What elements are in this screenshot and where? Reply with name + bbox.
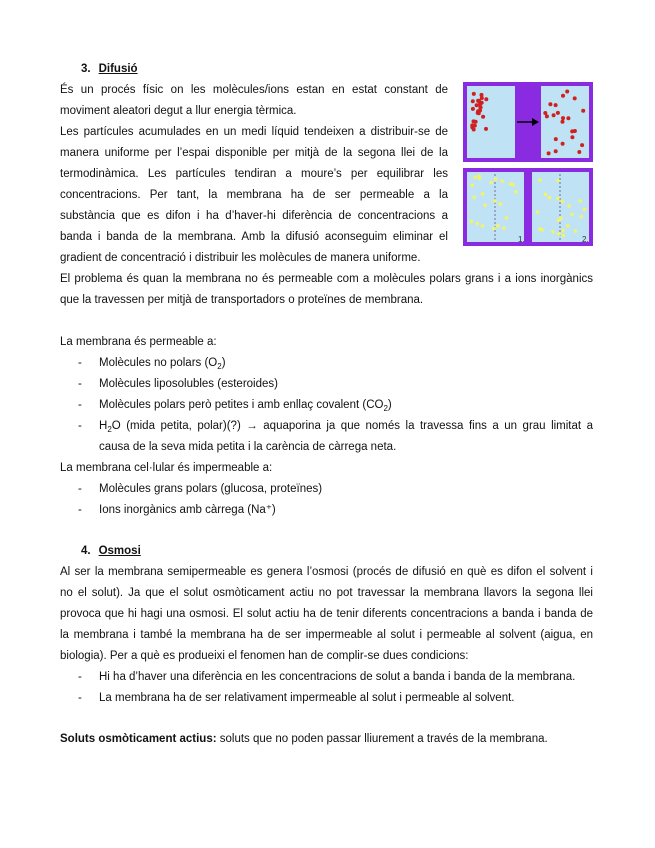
particle [570,135,574,139]
solute-particle [481,192,485,196]
particle [565,90,569,94]
particle [472,119,476,123]
section-3-number: 3. [81,63,91,75]
solute-particle [489,181,493,185]
diffusion-text-line: moviment aleatori degut a llur energia tèrmica. [60,105,297,117]
permeable-heading: La membrana és permeable a: [60,336,217,348]
bullet-dash: - [78,357,82,369]
particle [552,113,556,117]
diffusion-text-line: banda i banda de la membrana. Amb la difusió aconseguim eliminar el [60,231,448,243]
particle [561,116,565,120]
permeable-item: Molècules polars però petites i amb enllaç covalent $(CO_2)$ [99,399,392,413]
bullet-dash: - [78,399,82,411]
permeable-item-continued: causa de la seva mida petita i la carència de càrrega neta. [99,441,397,453]
particle [548,102,552,106]
beaker-after [541,86,589,158]
particle [566,116,570,120]
solute-particle [472,196,476,200]
osmosis-condition: La membrana ha de ser relativament impermeable al solut i permeable al solvent. [99,692,515,704]
solute-particle [583,208,587,212]
particle [481,115,485,119]
particle [554,149,558,153]
bullet-dash: - [78,671,82,683]
solute-particle [548,196,552,200]
problem-text-line: El problema és quan la membrana no és permeable com a molècules polars grans i a ions inorgànics [60,273,593,285]
solute-particle [492,227,496,231]
impermeable-heading: La membrana cel·lular és impermeable a: [60,462,273,474]
particle [484,127,488,131]
particle [471,107,475,111]
solute-particle [566,224,570,228]
bullet-dash: - [78,378,82,390]
particle [573,96,577,100]
solute-particle [579,199,583,203]
particle [573,129,577,133]
section-3-heading [81,62,138,76]
particle [477,99,481,103]
particle [577,150,581,154]
particle [471,99,475,103]
osmosis-text-line: provoca que hi hagi una osmosi. El solut actiu ha de tenir diferents concentracions a banda i banda de [60,608,593,620]
particle [547,151,551,155]
osmosis-condition: Hi ha d’haver una diferència en les concentracions de solut a banda i banda de la membrana. [99,671,576,683]
section-4-title: Osmosi [98,545,141,557]
solute-particle [544,192,548,196]
diffusion-text-line: termodinàmica. Les partícules tendiran a moure’s per equilibrar les [60,168,448,180]
particle [545,114,549,118]
bullet-dash: - [78,692,82,704]
solute-particle [483,204,487,208]
bullet-dash: - [78,483,82,495]
solute-particle [505,216,509,220]
bullet-dash: - [78,420,82,432]
osmosis-text-line: la membrana i també la membrana ha de ser impermeable al solut i permeable al solvent (aigua, en [60,629,593,641]
particle [472,92,476,96]
impermeable-item: Ions inorgànics amb càrrega (Na⁺) [99,504,276,516]
solute-particle [540,228,544,232]
solute-particle [502,226,506,230]
solute-particle [493,199,497,203]
permeable-item: $H_2O$ (mida petita, polar)(?) → aquaporina ja que només la travessa fins a un grau limitat a [99,420,593,434]
permeable-item: Molècules liposolubles (esteroides) [99,378,278,390]
solute-particle [559,216,563,220]
particle [556,111,560,115]
solute-particle [500,179,504,183]
particle [543,111,547,115]
solute-particle [496,224,500,228]
solute-particle [580,215,584,219]
solute-particle [556,179,560,183]
particle [475,103,479,107]
impermeable-item: Molècules grans polars (glucosa, proteïnes) [99,483,323,495]
bullet-dash: - [78,504,82,516]
solute-particle [509,182,513,186]
section-4-number: 4. [81,545,91,557]
osmosis-text-line: biologia). Per a què es produeixi el fenomen han de complir-se dues condicions: [60,650,469,662]
solute-particle [557,232,561,236]
figure-label-2: 2. [582,235,589,244]
particle [479,105,483,109]
solute-particle [551,230,555,234]
diffusion-text-line: concentracions. Per tant, la membrana ha de ser permeable a la [60,189,448,201]
particle [473,124,477,128]
figure-label-1: 1. [518,235,525,244]
solute-particle [561,200,565,204]
particle [561,120,565,124]
definition-term: Soluts osmòticament actius: [60,733,217,745]
particle [480,96,484,100]
diffusion-text-line: Les partícules acumulades en un medi líquid tendeixen a distribuir-se de [60,126,448,138]
solute-particle [473,176,477,180]
particle [476,111,480,115]
solute-particle [538,178,542,182]
solute-particle [470,220,474,224]
solute-particle [476,222,480,226]
section-4-heading [81,544,141,558]
particle [561,142,565,146]
problem-text-line: que la travessen per mitjà de transportadors o proteïnes de membrana. [60,294,424,306]
diffusion-text-line: substància que es difon i ha d’haver-hi diferència de concentracions a [60,210,448,222]
definition-text: soluts que no poden passar lliurement a través de la membrana. [216,733,548,745]
solute-particle [481,224,485,228]
solute-particle [499,202,503,206]
solute-particle [494,177,498,181]
diffusion-text-line: És un procés físic on les molècules/ions estan en estat constant de [60,84,448,96]
osmosis-text-line: no el solut). Ja que el solut osmòticament actiu no pot travessar la membrana llavors la segona llei [60,587,593,599]
solute-particle [556,197,560,201]
permeable-item: Molècules no polars $(O_2)$ [99,357,226,371]
particle [554,137,558,141]
solute-particle [470,184,474,188]
section-3-title: Difusió [98,63,138,75]
solute-particle [536,210,540,214]
osmosis-text-line: Al ser la membrana semipermeable es genera l’osmosi (procés de difusió en què es difon el solvent i [60,566,593,578]
particle [484,97,488,101]
solute-particle [574,229,578,233]
solute-particle [514,190,518,194]
solute-particle [561,229,565,233]
particle [581,109,585,113]
diffusion-figure [463,82,593,246]
diffusion-text-line: manera uniforme per l’espai disponible per mitjà de la segona llei de la [60,147,448,159]
osmotic-solutes-definition [60,732,548,746]
solute-particle [562,234,566,238]
particle [561,94,565,98]
particle [554,103,558,107]
particle [580,143,584,147]
solute-particle [567,204,571,208]
diffusion-text-line: gradient de concentració i distribuir les molècules de manera uniforme. [60,252,421,264]
solute-particle [477,174,481,178]
solute-particle [570,213,574,217]
